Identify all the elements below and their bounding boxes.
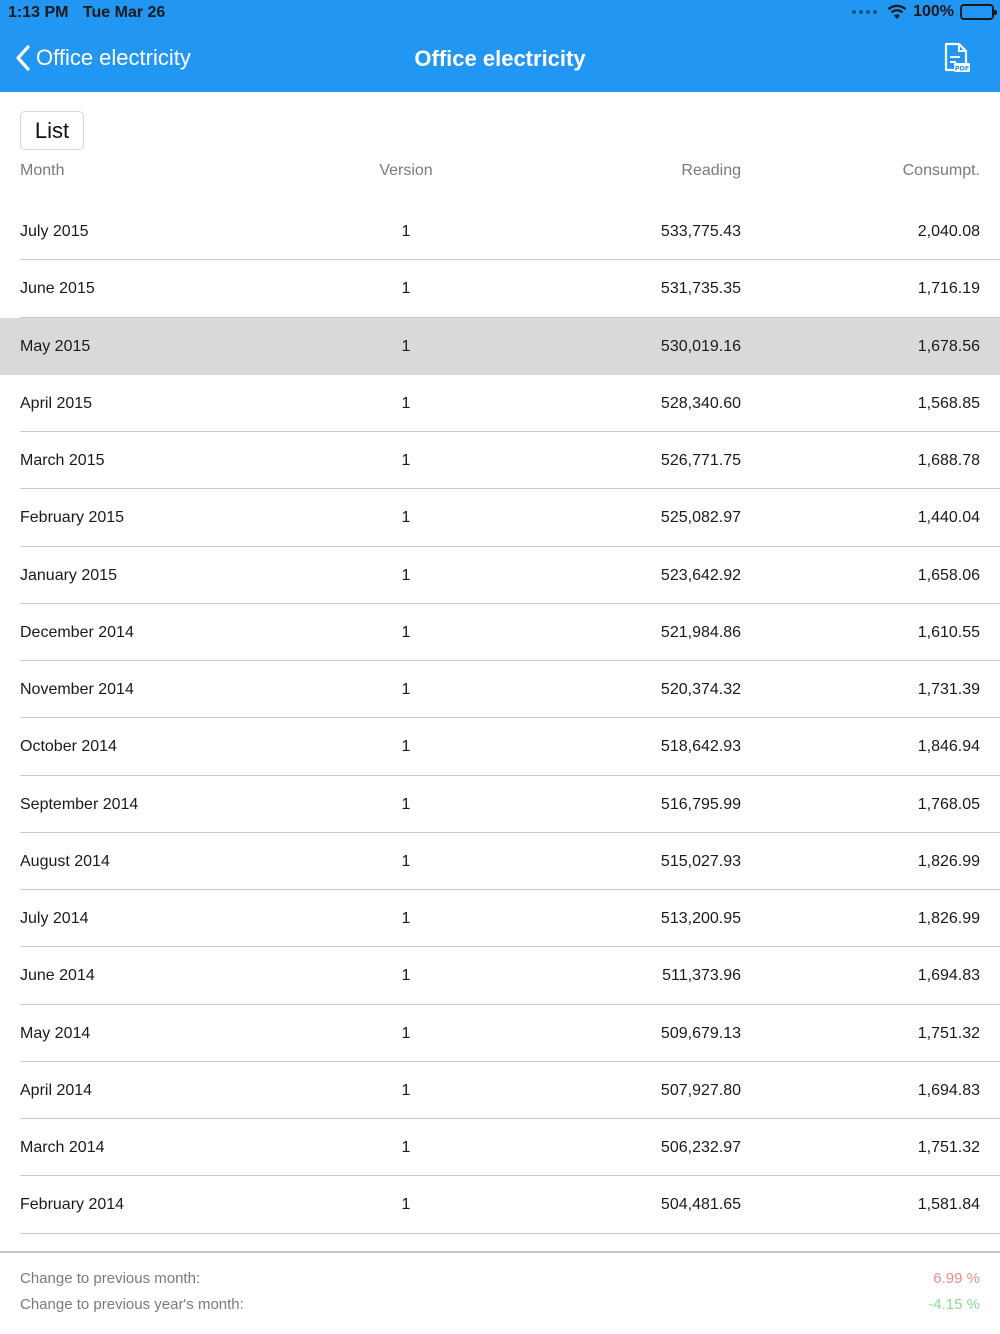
table-row[interactable] bbox=[0, 661, 1000, 718]
cell-consumption: 1,440.04 bbox=[917, 509, 980, 527]
status-bar bbox=[0, 0, 1000, 28]
summary-footer bbox=[0, 1251, 1000, 1334]
cell-reading: 511,373.96 bbox=[662, 967, 741, 985]
battery-percent: 100% bbox=[913, 3, 954, 20]
cell-version: 1 bbox=[401, 738, 411, 756]
cell-version: 1 bbox=[401, 852, 411, 870]
cell-reading: 520,374.32 bbox=[660, 681, 741, 698]
cell-month: February 2014 bbox=[20, 1196, 125, 1214]
table-row[interactable] bbox=[0, 489, 1000, 546]
cell-month: December 2014 bbox=[20, 623, 134, 641]
cell-consumption: 1,610.55 bbox=[917, 623, 980, 641]
cell-reading: 506,232.97 bbox=[660, 1139, 741, 1156]
cell-consumption: 1,694.83 bbox=[917, 967, 980, 985]
change-previous-year-label: Change to previous year's month: bbox=[20, 1296, 244, 1313]
cell-consumption: 1,731.39 bbox=[917, 681, 980, 698]
cell-month: February 2015 bbox=[20, 509, 125, 527]
table-row[interactable] bbox=[0, 432, 1000, 489]
cell-month: May 2014 bbox=[20, 1024, 91, 1042]
cell-consumption: 1,826.99 bbox=[917, 910, 980, 927]
cell-version: 1 bbox=[401, 910, 411, 927]
table-header bbox=[0, 162, 1000, 190]
cell-month: September 2014 bbox=[20, 795, 139, 813]
header-version: Version bbox=[379, 162, 433, 179]
table-row[interactable] bbox=[0, 547, 1000, 604]
cell-month: June 2015 bbox=[20, 280, 95, 298]
cell-version: 1 bbox=[401, 509, 411, 527]
status-date: Tue Mar 26 bbox=[82, 4, 166, 21]
cell-consumption: 1,688.78 bbox=[917, 452, 980, 469]
cell-month: January 2015 bbox=[20, 566, 117, 584]
nav-bar bbox=[0, 28, 1000, 92]
row-divider bbox=[20, 1233, 1000, 1234]
cell-reading: 526,771.75 bbox=[660, 452, 741, 469]
table-row[interactable] bbox=[0, 260, 1000, 317]
cell-reading: 525,082.97 bbox=[660, 509, 741, 527]
cell-version: 1 bbox=[401, 394, 411, 412]
change-previous-year-value: -4.15 % bbox=[928, 1296, 980, 1313]
cell-month: October 2014 bbox=[20, 738, 117, 756]
table-row[interactable] bbox=[0, 1176, 1000, 1233]
cell-version: 1 bbox=[401, 681, 411, 698]
table-row[interactable] bbox=[0, 947, 1000, 1004]
change-previous-month-value: 6.99 % bbox=[933, 1270, 980, 1287]
cell-month: May 2015 bbox=[20, 337, 91, 355]
cell-version: 1 bbox=[401, 967, 411, 985]
header-consumption: Consumpt. bbox=[902, 162, 980, 179]
cell-reading: 521,984.86 bbox=[660, 623, 741, 641]
cell-consumption: 1,581.84 bbox=[917, 1196, 980, 1214]
cell-version: 1 bbox=[401, 337, 411, 355]
header-bar bbox=[0, 0, 1000, 92]
cell-version: 1 bbox=[401, 280, 411, 298]
cell-month: August 2014 bbox=[20, 852, 110, 870]
cell-reading: 504,481.65 bbox=[660, 1196, 741, 1214]
cell-reading: 518,642.93 bbox=[660, 738, 741, 756]
status-time: 1:13 PM bbox=[8, 4, 69, 21]
cell-reading: 533,775.43 bbox=[660, 223, 741, 240]
list-tab-button[interactable]: List bbox=[20, 111, 84, 150]
cell-version: 1 bbox=[401, 1081, 411, 1099]
table-row[interactable] bbox=[0, 318, 1000, 375]
table-row[interactable] bbox=[0, 604, 1000, 661]
table-row[interactable] bbox=[0, 203, 1000, 260]
cell-consumption: 1,678.56 bbox=[917, 337, 980, 355]
cell-consumption: 1,826.99 bbox=[917, 852, 980, 870]
svg-text:PDF: PDF bbox=[954, 64, 970, 73]
cell-reading: 515,027.93 bbox=[660, 852, 741, 870]
cell-consumption: 1,568.85 bbox=[917, 394, 980, 412]
table-row[interactable] bbox=[0, 776, 1000, 833]
table-row[interactable] bbox=[0, 718, 1000, 775]
cell-reading: 523,642.92 bbox=[660, 566, 741, 584]
back-button[interactable] bbox=[14, 44, 191, 72]
readings-list bbox=[0, 203, 1000, 1234]
cell-month: April 2014 bbox=[20, 1081, 93, 1099]
battery-icon bbox=[960, 4, 994, 20]
pdf-file-icon bbox=[942, 42, 972, 74]
cell-version: 1 bbox=[401, 223, 411, 240]
pdf-export-button[interactable] bbox=[942, 42, 972, 74]
cell-month: March 2014 bbox=[20, 1139, 105, 1156]
cell-month: July 2014 bbox=[20, 910, 89, 927]
cell-version: 1 bbox=[401, 1024, 411, 1042]
cell-month: July 2015 bbox=[20, 223, 89, 240]
cell-consumption: 1,694.83 bbox=[917, 1081, 980, 1099]
cell-month: April 2015 bbox=[20, 394, 93, 412]
cell-version: 1 bbox=[401, 452, 411, 469]
cell-version: 1 bbox=[401, 623, 411, 641]
change-previous-year bbox=[20, 1296, 980, 1313]
header-reading: Reading bbox=[681, 162, 741, 179]
wifi-icon bbox=[887, 4, 907, 20]
cell-reading: 528,340.60 bbox=[660, 394, 741, 412]
cell-consumption: 2,040.08 bbox=[917, 223, 980, 240]
cell-version: 1 bbox=[401, 566, 411, 584]
chevron-left-icon bbox=[14, 44, 32, 72]
cell-reading: 531,735.35 bbox=[660, 280, 741, 298]
cell-reading: 513,200.95 bbox=[660, 910, 741, 927]
cell-consumption: 1,716.19 bbox=[917, 280, 980, 298]
table-row[interactable] bbox=[0, 1005, 1000, 1062]
cell-consumption: 1,658.06 bbox=[917, 566, 980, 584]
cell-version: 1 bbox=[401, 1139, 411, 1156]
cell-consumption: 1,846.94 bbox=[917, 738, 980, 756]
change-previous-month bbox=[20, 1270, 980, 1287]
back-button-label: Office electricity bbox=[36, 45, 191, 70]
table-row[interactable] bbox=[0, 833, 1000, 890]
cell-reading: 516,795.99 bbox=[660, 795, 741, 813]
page-title: Office electricity bbox=[414, 46, 586, 71]
cell-consumption: 1,768.05 bbox=[917, 795, 980, 813]
table-row[interactable] bbox=[0, 375, 1000, 432]
header-month: Month bbox=[20, 162, 65, 179]
cell-version: 1 bbox=[401, 795, 411, 813]
cell-version: 1 bbox=[401, 1196, 411, 1214]
cell-reading: 507,927.80 bbox=[660, 1081, 741, 1099]
cell-reading: 530,019.16 bbox=[660, 337, 741, 355]
signal-dots-icon bbox=[852, 10, 877, 14]
cell-consumption: 1,751.32 bbox=[917, 1139, 980, 1156]
cell-month: June 2014 bbox=[20, 967, 95, 985]
table-row[interactable] bbox=[0, 890, 1000, 947]
table-row[interactable] bbox=[0, 1062, 1000, 1119]
cell-consumption: 1,751.32 bbox=[917, 1024, 980, 1042]
cell-month: November 2014 bbox=[20, 681, 134, 698]
cell-reading: 509,679.13 bbox=[660, 1024, 741, 1042]
change-previous-month-label: Change to previous month: bbox=[20, 1270, 201, 1287]
cell-month: March 2015 bbox=[20, 452, 105, 469]
table-row[interactable] bbox=[0, 1119, 1000, 1176]
